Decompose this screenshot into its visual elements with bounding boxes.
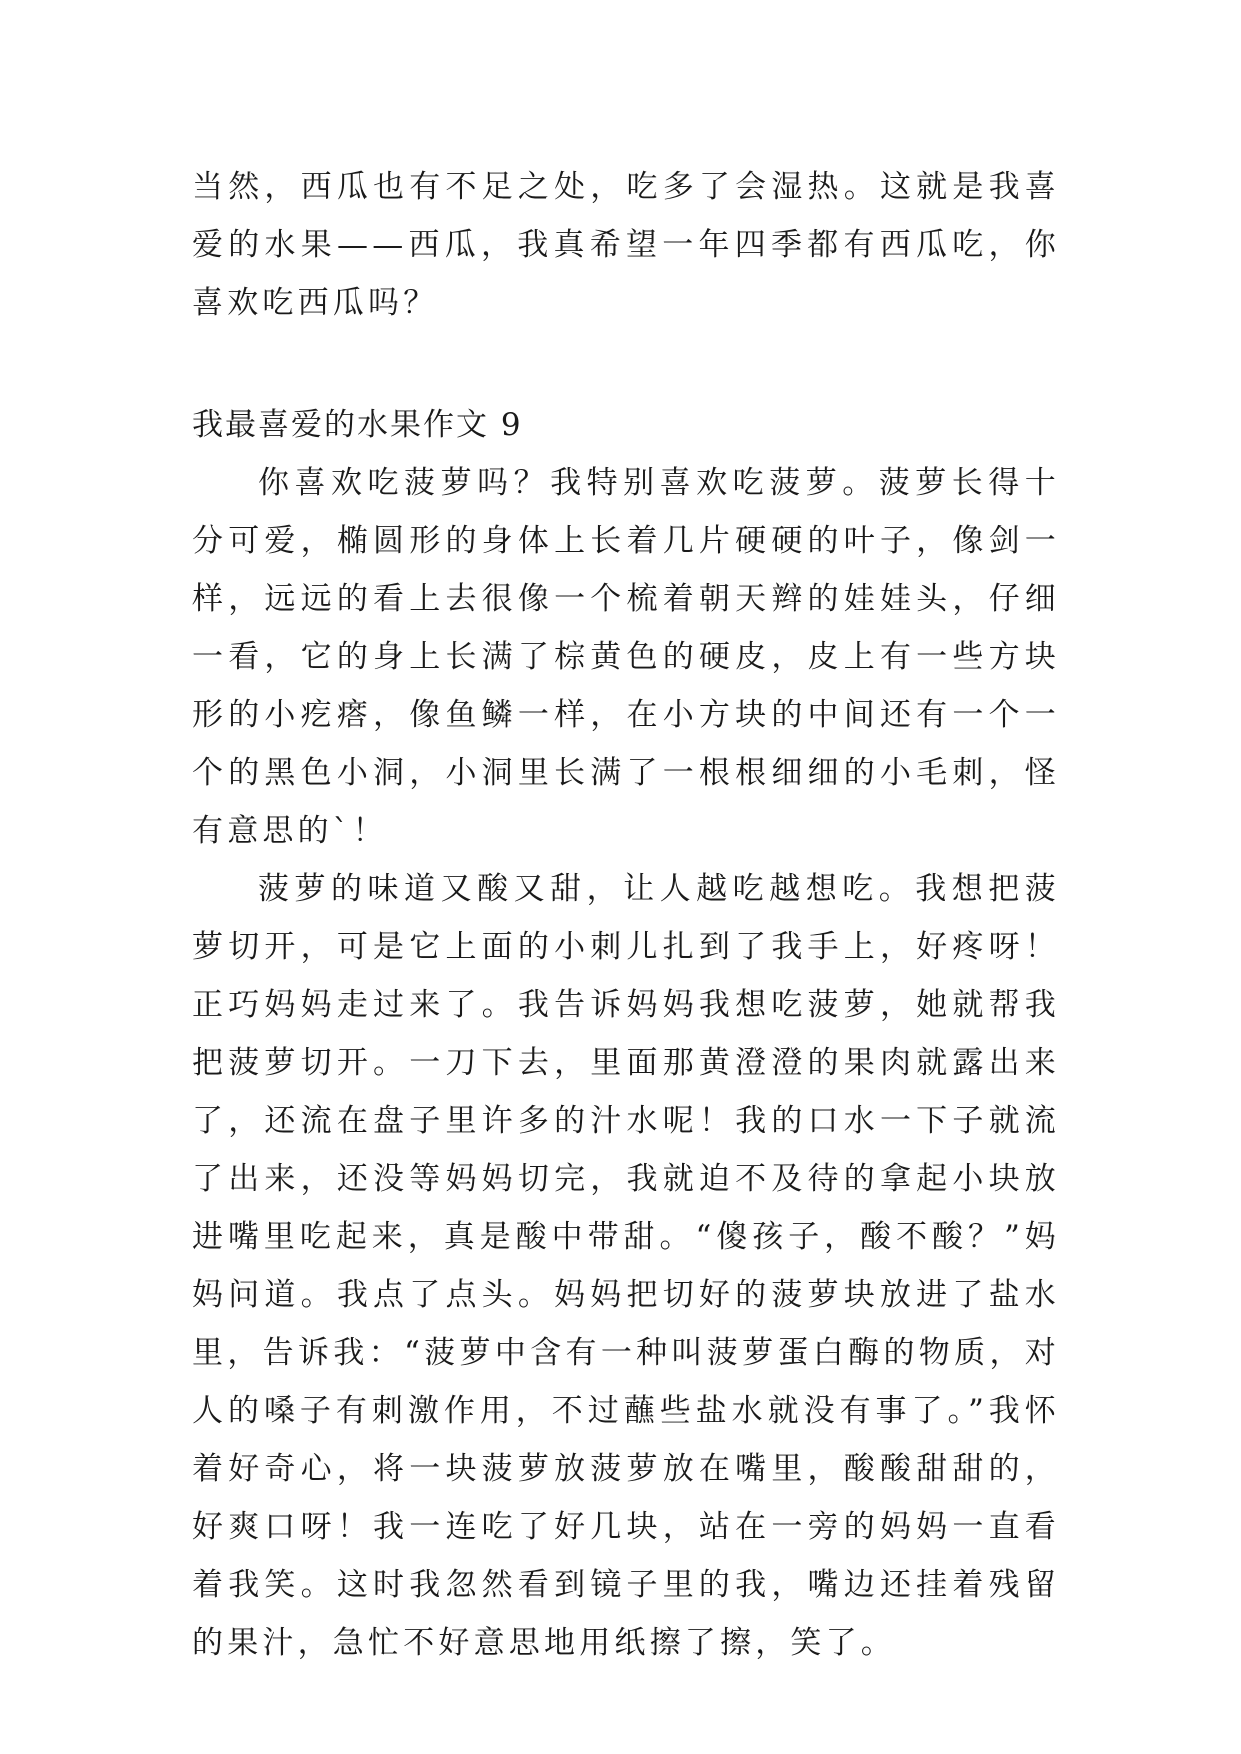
intro-paragraph: 当然，西瓜也有不足之处，吃多了会湿热。这就是我喜爱的水果——西瓜，我真希望一年四季都有西瓜吃，你喜欢吃西瓜吗？ [192,169,1060,321]
intro-paragraph-block [192,158,1060,332]
essay-paragraph-2: 菠萝的味道又酸又甜，让人越吃越想吃。我想把菠萝切开，可是它上面的小刺儿扎到了我手上，好疼呀！正巧妈妈走过来了。我告诉妈妈我想吃菠萝，她就帮我把菠萝切开。一刀下去，里面那黄澄澄的果肉就露出来了，还流在盘子里许多的汁水呢！我的口水一下子就流了出来，还没等妈妈切完，我就迫不及待的拿起小块放进嘴里吃起来，真是酸中带甜。“傻孩子，酸不酸？”妈妈问道。我点了点头。妈妈把切好的菠萝块放进了盐水里，告诉我：“菠萝中含有一种叫菠萝蛋白酶的物质，对人的嗓子有刺激作用，不过蘸些盐水就没有事了。”我怀着好奇心，将一块菠萝放菠萝放在嘴里，酸酸甜甜的，好爽口呀！我一连吃了好几块，站在一旁的妈妈一直看着我笑。这时我忽然看到镜子里的我，嘴边还挂着残留的果汁，急忙不好意思地用纸擦了擦，笑了。 [192,871,1060,1661]
essay-body [192,454,1060,1672]
section-title: 我最喜爱的水果作文 9 [192,407,523,443]
essay-paragraph-1: 你喜欢吃菠萝吗？我特别喜欢吃菠萝。菠萝长得十分可爱，椭圆形的身体上长着几片硬硬的叶子，像剑一样，远远的看上去很像一个梳着朝天辫的娃娃头，仔细一看，它的身上长满了棕黄色的硬皮，皮上有一些方块形的小疙瘩，像鱼鳞一样，在小方块的中间还有一个一个的黑色小洞，小洞里长满了一根根细细的小毛刺，怪有意思的`！ [192,465,1060,849]
